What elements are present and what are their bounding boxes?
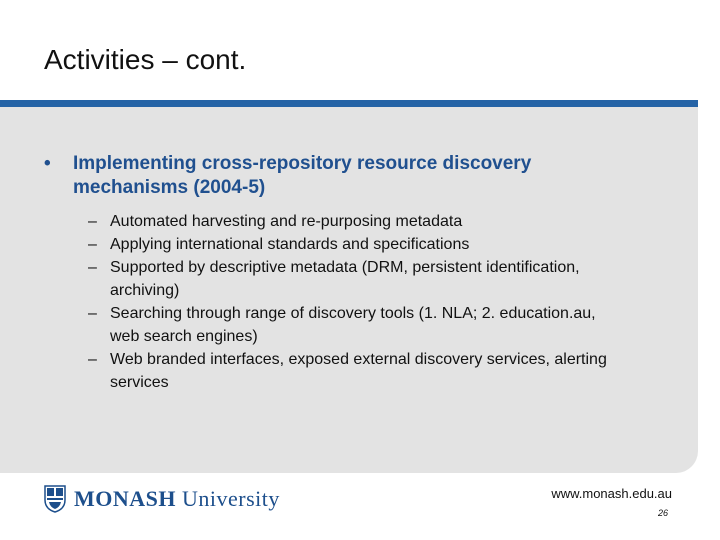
sub-bullet-item	[88, 302, 608, 348]
dash-marker: –	[88, 305, 97, 322]
main-bullet	[44, 152, 604, 200]
title-divider	[0, 100, 698, 107]
dash-marker: –	[88, 259, 97, 276]
sub-bullet-text: Web branded interfaces, exposed external discovery services, alerting services	[110, 351, 607, 391]
sub-bullet-item	[88, 348, 608, 394]
dash-marker: –	[88, 213, 97, 230]
sub-bullet-text: Searching through range of discovery tools (1. NLA; 2. education.au, web search engines)	[110, 305, 596, 345]
sub-bullet-text: Applying international standards and specifications	[110, 236, 470, 253]
sub-bullet-item	[88, 233, 608, 256]
crest-icon	[44, 485, 66, 513]
bullet-marker: •	[44, 153, 51, 174]
dash-marker: –	[88, 236, 97, 253]
logo-wordmark	[74, 486, 280, 512]
dash-marker: –	[88, 351, 97, 368]
sub-bullet-text: Automated harvesting and re-purposing metadata	[110, 213, 463, 230]
sub-bullet-item	[88, 256, 608, 302]
logo-strong-text: MONASH	[74, 486, 176, 511]
slide-title: Activities – cont.	[44, 44, 247, 75]
footer-url: www.monash.edu.au	[551, 486, 672, 501]
sub-bullet-item	[88, 210, 608, 233]
monash-logo	[44, 484, 280, 514]
main-bullet-text: Implementing cross-repository resource discovery mechanisms (2004-5)	[73, 153, 532, 198]
sub-bullet-list	[88, 210, 608, 394]
logo-light-text: University	[176, 486, 280, 511]
sub-bullet-text: Supported by descriptive metadata (DRM, persistent identification, archiving)	[110, 259, 580, 299]
page-number: 26	[657, 508, 668, 518]
